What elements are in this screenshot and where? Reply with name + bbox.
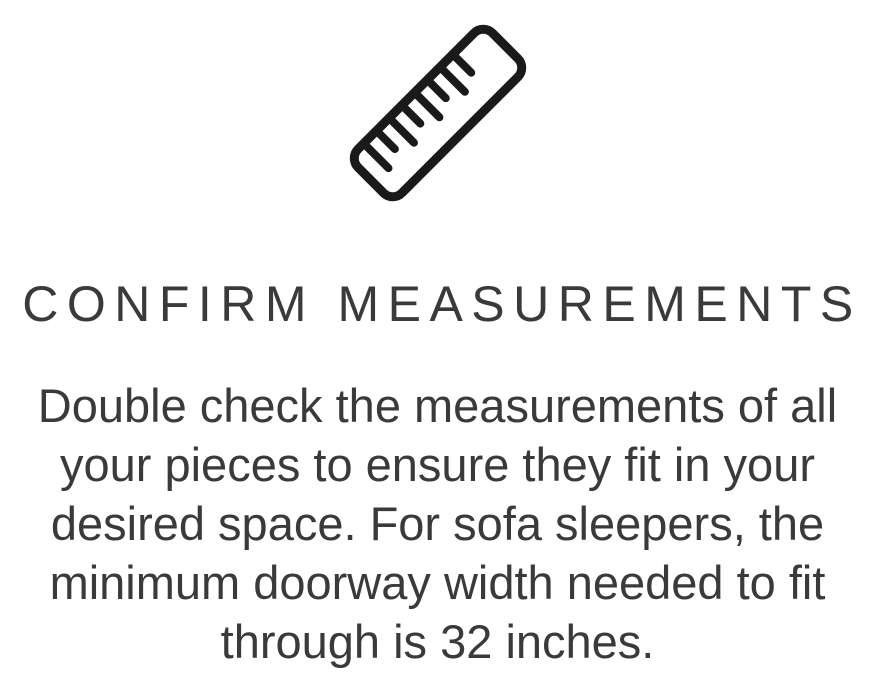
ruler-icon	[338, 13, 538, 213]
description-line: through is 32 inches.	[220, 615, 655, 668]
section-title: CONFIRM MEASUREMENTS	[22, 276, 862, 332]
description-line: minimum doorway width needed to fit	[49, 556, 826, 609]
description-text	[23, 376, 853, 671]
icon-container	[0, 13, 875, 213]
description-line: Double check the measurements of all	[37, 379, 838, 432]
description-line: desired space. For sofa sleepers, the	[50, 497, 825, 550]
description-line: your pieces to ensure they fit in your	[59, 438, 815, 491]
